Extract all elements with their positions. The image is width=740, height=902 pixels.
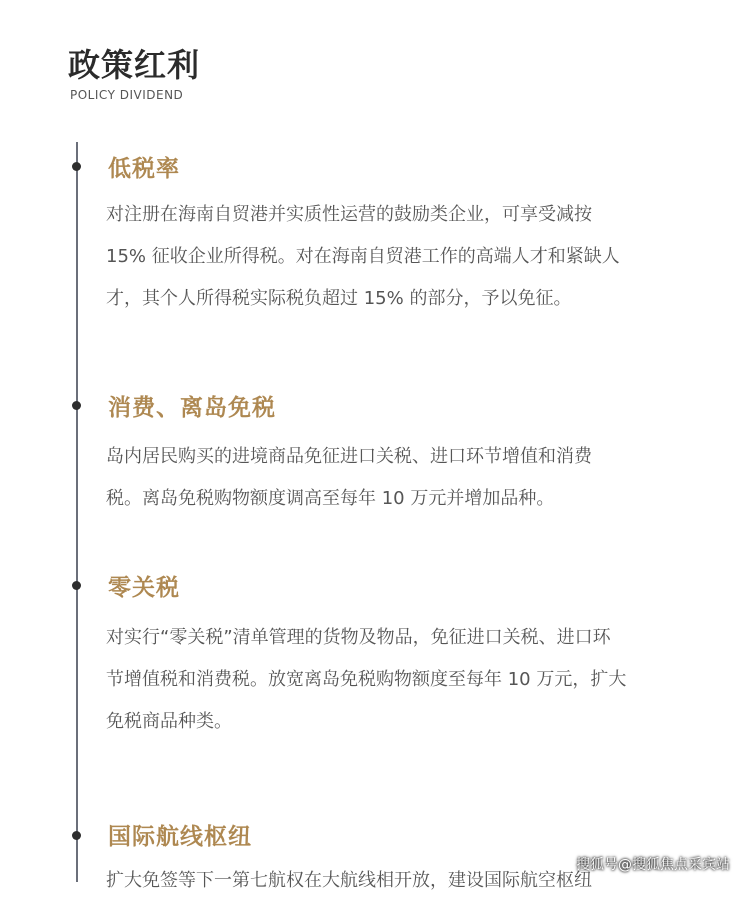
body-line: 对注册在海南自贸港并实质性运营的鼓励类企业，可享受减按 — [106, 204, 592, 225]
body-line: 才，其个人所得税实际税负超过 15% 的部分，予以免征。 — [106, 288, 572, 309]
timeline-line — [76, 142, 78, 882]
section-title: 消费、离岛免税 — [108, 395, 276, 421]
section-body — [106, 194, 686, 320]
page-title: 政策红利 — [68, 46, 201, 84]
body-line: 15% 征收企业所得税。对在海南自贸港工作的高端人才和紧缺人 — [106, 246, 620, 267]
timeline-dot — [72, 401, 81, 410]
body-line: 扩大免签等下一第七航权在大航线相开放，建设国际航空枢纽 — [106, 870, 592, 891]
body-line: 对实行“零关税”清单管理的货物及物品，免征进口关税、进口环 — [106, 627, 611, 648]
section-title: 国际航线枢纽 — [108, 824, 252, 850]
section-title: 零关税 — [108, 575, 180, 601]
section-title: 低税率 — [108, 156, 180, 182]
body-line: 免税商品种类。 — [106, 711, 232, 732]
timeline-dot — [72, 581, 81, 590]
timeline-dot — [72, 162, 81, 171]
watermark: 搜狐号@搜狐焦点采宾站 — [576, 857, 730, 873]
page-subtitle: POLICY DIVIDEND — [70, 88, 184, 102]
body-line: 税。离岛免税购物额度调高至每年 10 万元并增加品种。 — [106, 488, 555, 509]
body-line: 岛内居民购买的进境商品免征进口关税、进口环节增值和消费 — [106, 446, 592, 467]
section-body — [106, 617, 686, 743]
timeline-dot — [72, 831, 81, 840]
body-line: 节增值税和消费税。放宽离岛免税购物额度至每年 10 万元，扩大 — [106, 669, 627, 690]
section-body — [106, 436, 686, 520]
